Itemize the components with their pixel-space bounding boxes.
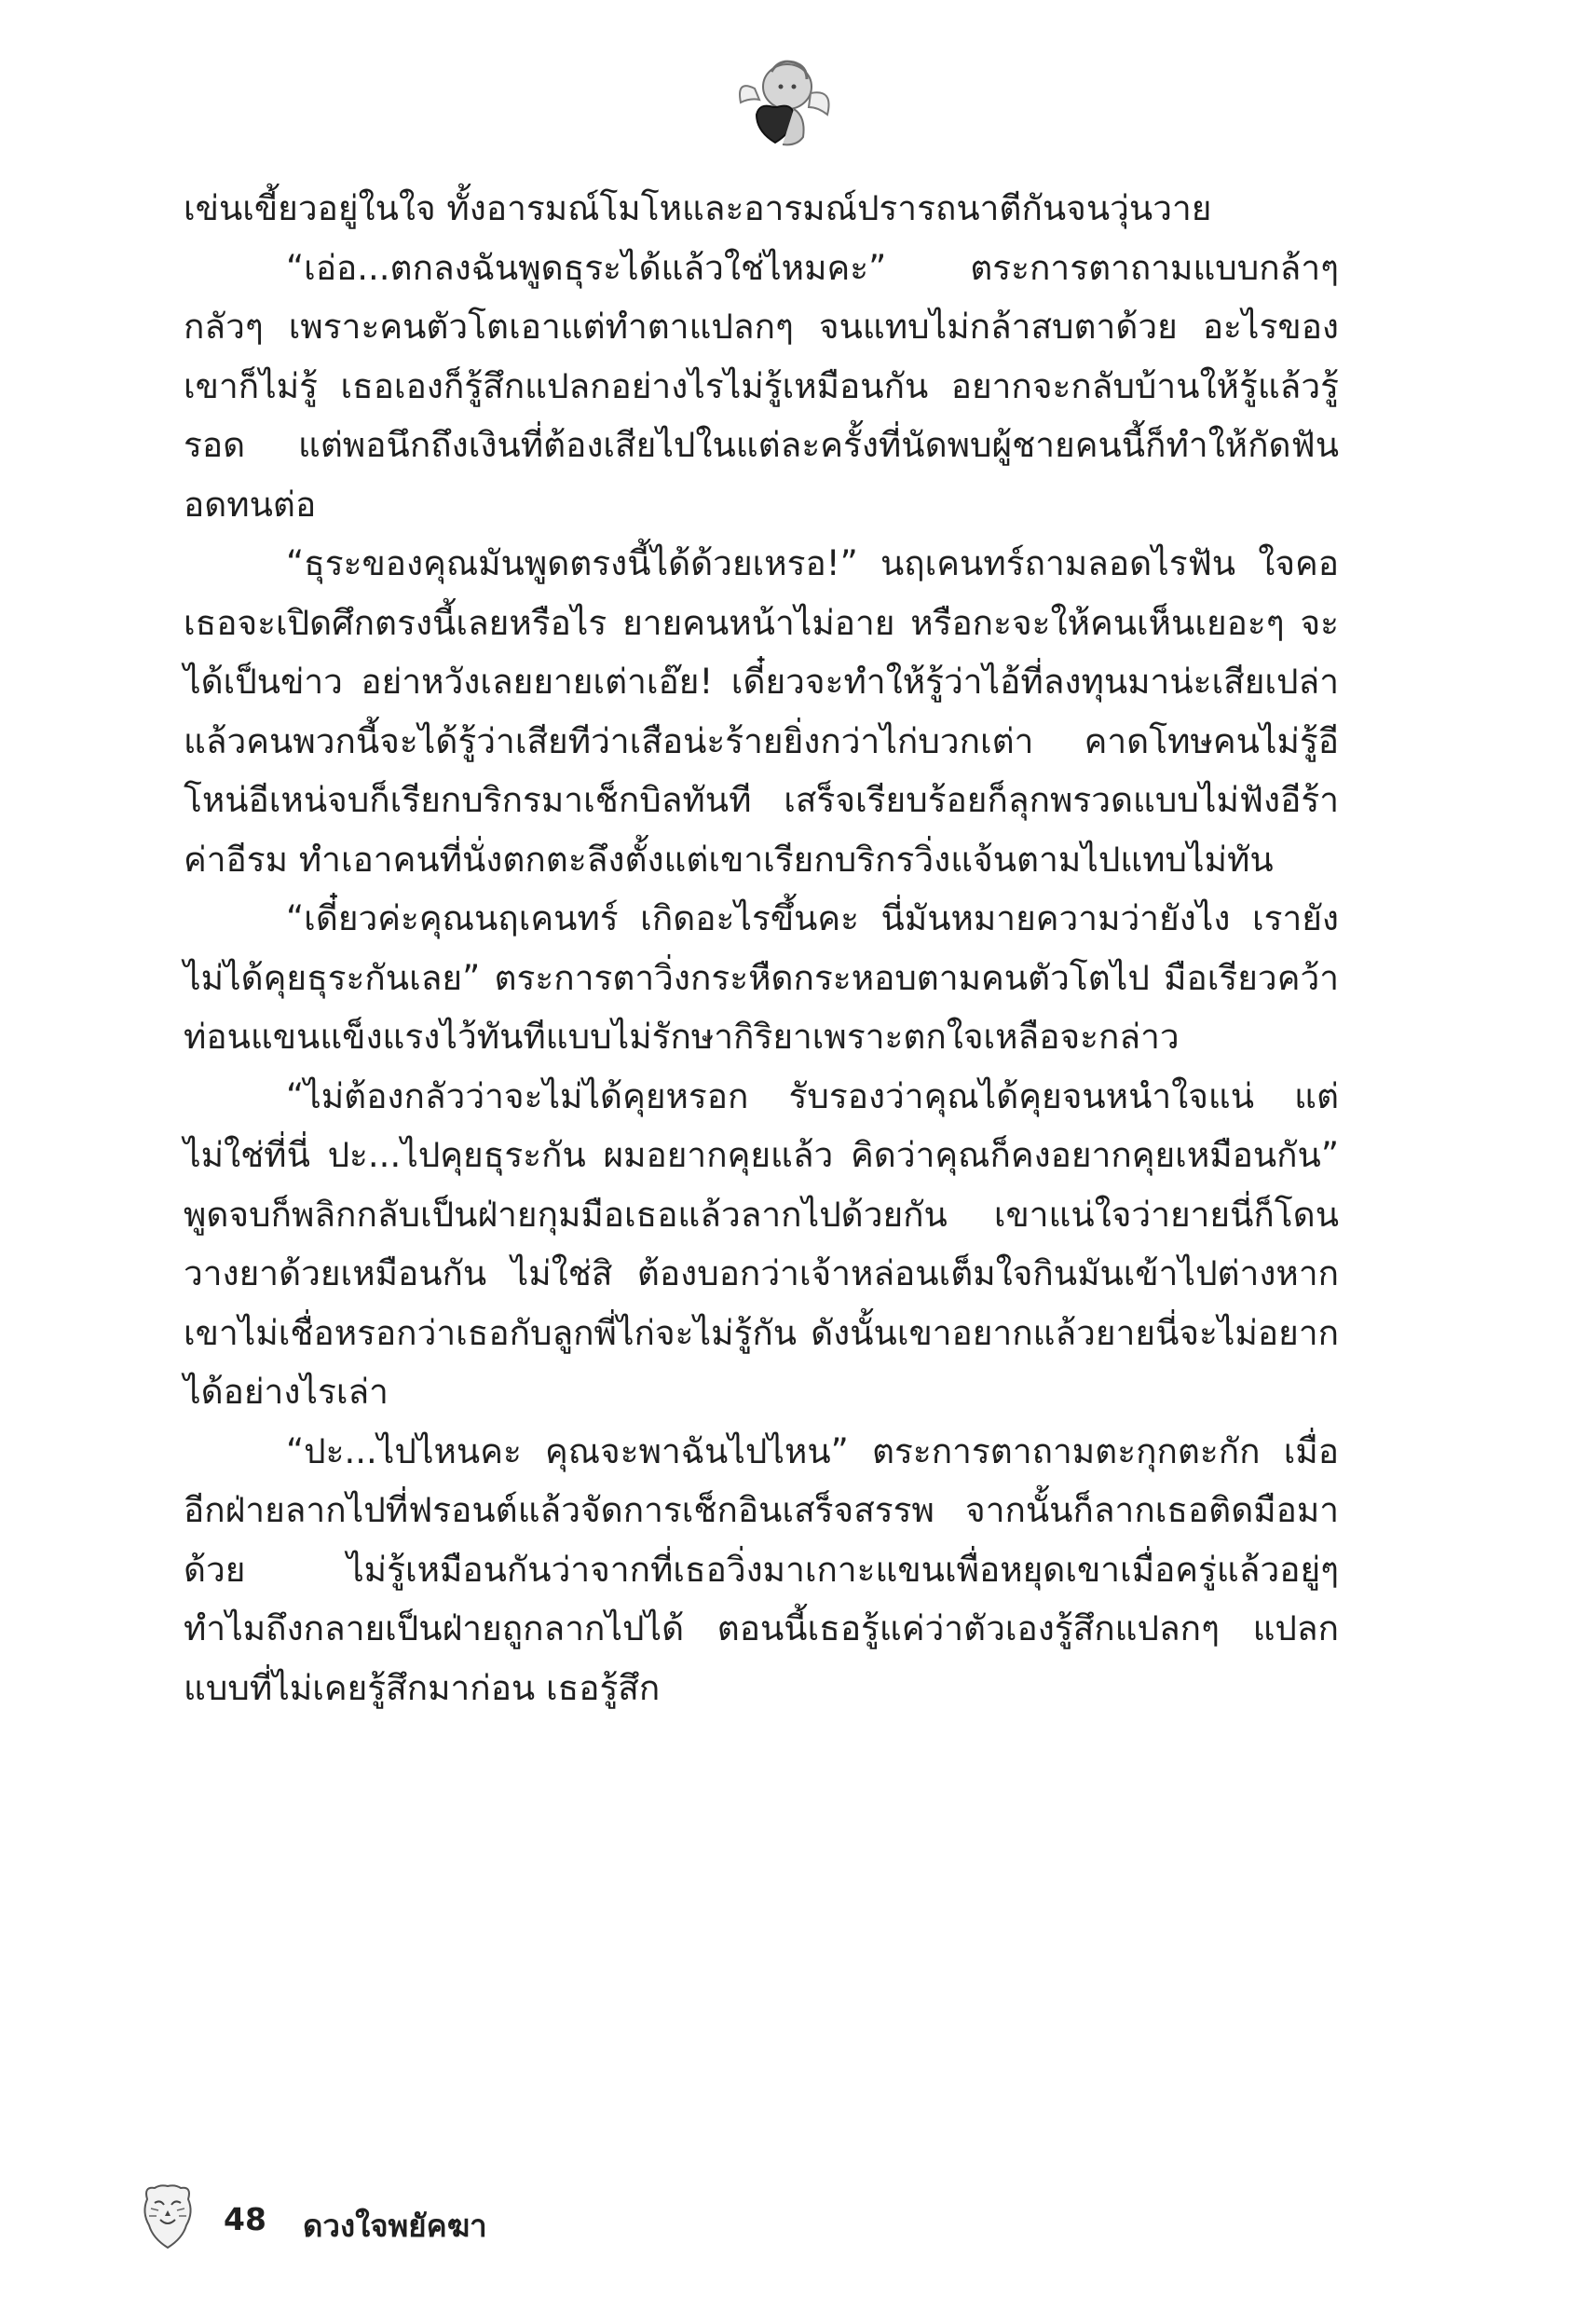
paragraph: “ปะ...ไปไหนคะ คุณจะพาฉันไปไหน” ตระการตาถามตะกุกตะกัก เมื่ออีกฝ่ายลากไปที่ฟรอนต์แล้วจัดการเช็กอินเสร็จสรรพ จากนั้นก็ลากเธอติดมือมาด้วย ไม่รู้เหมือนกันว่าจากที่เธอวิ่งมาเกาะแขนเพื่อหยุดเขาเมื่อครู่แล้วอยู่ๆ ทำไมถึงกลายเป็นฝ่ายถูกลากไปได้ ตอนนี้เธอรู้แค่ว่าตัวเองรู้สึกแปลกๆ แปลกแบบที่ไม่เคยรู้สึกมาก่อน เธอรู้สึก <box>184 1430 1339 1708</box>
paragraph: “ไม่ต้องกลัวว่าจะไม่ได้คุยหรอก รับรองว่าคุณได้คุยจนหนำใจแน่ แต่ไม่ใช่ที่นี่ ปะ...ไปคุยธุระกัน ผมอยากคุยแล้ว คิดว่าคุณก็คงอยากคุยเหมือนกัน” พูดจบก็พลิกกลับเป็นฝ่ายกุมมือเธอแล้วลากไปด้วยกัน เขาแน่ใจว่ายายนี่ก็โดนวางยาด้วยเหมือนกัน ไม่ใช่สิ ต้องบอกว่าเจ้าหล่อนเต็มใจกินมันเข้าไปต่างหาก เขาไม่เชื่อหรอกว่าเธอกับลูกพี่ไก่จะไม่รู้กัน ดังนั้นเขาอยากแล้วยายนี่จะไม่อยากได้อย่างไรเล่า <box>184 1075 1339 1412</box>
body-text <box>184 179 1339 1717</box>
tiger-head-icon <box>140 2181 196 2255</box>
paragraph: เข่นเขี้ยวอยู่ในใจ ทั้งอารมณ์โมโหและอารมณ์ปรารถนาตีกันจนวุ่นวาย <box>184 188 1212 228</box>
page-footer <box>140 2181 699 2255</box>
page-number: 48 <box>224 2201 266 2237</box>
paragraph: “เดี๋ยวค่ะคุณนฤเคนทร์ เกิดอะไรขึ้นคะ นี่มันหมายความว่ายังไง เรายังไม่ได้คุยธุระกันเลย” ตระการตาวิ่งกระหืดกระหอบตามคนตัวโตไป มือเรียวคว้าท่อนแขนแข็งแรงไว้ทันทีแบบไม่รักษากิริยาเพราะตกใจเหลือจะกล่าว <box>184 898 1339 1057</box>
book-title: ดวงใจพยัคฆา <box>303 2208 487 2244</box>
paragraph: “ธุระของคุณมันพูดตรงนี้ได้ด้วยเหรอ!” นฤเคนทร์ถามลอดไรฟัน ใจคอเธอจะเปิดศึกตรงนี้เลยหรือไร ยายคนหน้าไม่อาย หรือกะจะให้คนเห็นเยอะๆ จะได้เป็นข่าว อย่าหวังเลยยายเต่าเอ๊ย! เดี๋ยวจะทำให้รู้ว่าไอ้ที่ลงทุนมาน่ะเสียเปล่า แล้วคนพวกนี้จะได้รู้ว่าเสียทีว่าเสือน่ะร้ายยิ่งกว่าไก่บวกเต่า คาดโทษคนไม่รู้อีโหน่อีเหน่จบก็เรียกบริกรมาเช็กบิลทันที เสร็จเรียบร้อยก็ลุกพรวดแบบไม่ฟังอีร้าค่าอีรม ทำเอาคนที่นั่งตกตะลึงตั้งแต่เขาเรียกบริกรวิ่งแจ้นตามไปแทบไม่ทัน <box>184 543 1339 880</box>
paragraph: “เอ่อ...ตกลงฉันพูดธุระได้แล้วใช่ไหมคะ” ตระการตาถามแบบกล้าๆ กลัวๆ เพราะคนตัวโตเอาแต่ทำตาแปลกๆ จนแทบไม่กล้าสบตาด้วย อะไรของเขาก็ไม่รู้ เธอเองก็รู้สึกแปลกอย่างไรไม่รู้เหมือนกัน อยากจะกลับบ้านให้รู้แล้วรู้รอด แต่พอนึกถึงเงินที่ต้องเสียไปในแต่ละครั้งที่นัดพบผู้ชายคนนี้ก็ทำให้กัดฟันอดทนต่อ <box>184 247 1339 525</box>
cupid-heart-icon <box>717 51 839 154</box>
